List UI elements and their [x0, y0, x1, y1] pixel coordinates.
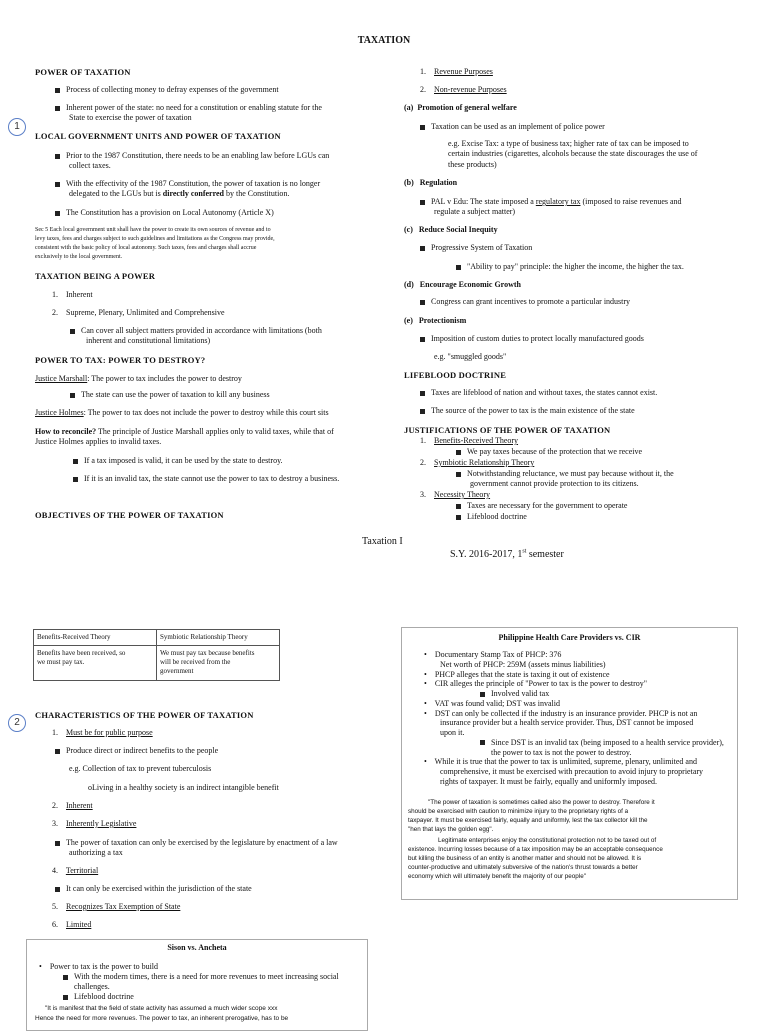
list-item: Prior to the 1987 Constitution, there needs to be an enabling law before LGUs can [55, 151, 329, 161]
bullet-square-icon [70, 393, 75, 398]
list-item: 3. Inherently Legislative [52, 819, 137, 828]
list-item: With the modern times, there is a need for more revenues to meet increasing social [63, 972, 339, 982]
bullet-square-icon [456, 265, 461, 270]
list-item-continued: Net worth of PHCP: 259M (assets minus liabilities) [440, 659, 606, 669]
lifeblood-heading: LIFEBLOOD DOCTRINE [404, 370, 507, 380]
list-item: Since DST is an invalid tax (being imposed to a health service provider), [424, 738, 724, 748]
list-item: • CIR alleges the principle of "Power to tax is the power to destroy" [424, 679, 648, 689]
bullet-square-icon [420, 337, 425, 342]
bullet-square-icon [73, 477, 78, 482]
justifications-heading: JUSTIFICATIONS OF THE POWER OF TAXATION [404, 425, 611, 435]
bullet-square-icon [456, 450, 461, 455]
list-item: Imposition of custom duties to protect locally manufactured goods [420, 334, 644, 344]
list-item: Taxes are necessary for the government to operate [456, 501, 627, 511]
list-item-continued: upon it. [440, 728, 465, 737]
phcp-cir-box [401, 627, 738, 900]
marshall-line: Justice Marshall: The power to tax includes the power to destroy [35, 374, 242, 383]
list-item: • Power to tax is the power to build [39, 962, 159, 971]
list-item: Progressive System of Taxation [420, 243, 532, 253]
bullet-square-icon [456, 504, 461, 509]
list-item: • DST can only be collected if the industry is an insurance provider. PHCP is not an [424, 708, 698, 718]
list-item-continued: State to exercise the power of taxation [69, 113, 192, 122]
page-title: TAXATION [357, 35, 411, 46]
list-item-example: e.g. Collection of tax to prevent tuberculosis [69, 764, 212, 773]
list-item: 2. Inherent [52, 801, 93, 810]
bullet-square-icon [55, 887, 60, 892]
list-item-continued: collect taxes. [69, 161, 111, 170]
bullet-square-icon [55, 211, 60, 216]
objective-a-example: e.g. Excise Tax: a type of business tax; higher rate of tax can be imposed to certain industries (cigarettes, alcohols because the state discourages the use of these products) [448, 139, 698, 169]
power-to-destroy-heading: POWER TO TAX: POWER TO DESTROY? [35, 355, 206, 365]
case-title: Sison vs. Ancheta [167, 943, 227, 952]
list-item: Lifeblood doctrine [63, 992, 134, 1002]
bullet-square-icon [456, 515, 461, 520]
table-row [34, 630, 280, 646]
table-row [34, 646, 280, 681]
theory-comparison-table [33, 629, 280, 681]
bullet-square-icon [480, 740, 485, 745]
section-marker-1[interactable]: 1 [8, 118, 26, 136]
list-item: Involved valid tax [424, 689, 724, 699]
case-bullets [424, 650, 724, 787]
list-item-continued: insurance provider but a health service provider. Thus, DST cannot be imposed [440, 718, 694, 728]
list-item: 1. Must be for public purpose [52, 728, 153, 737]
lgu-heading: LOCAL GOVERNMENT UNITS AND POWER OF TAXATION [35, 131, 281, 141]
list-item: 5. Recognizes Tax Exemption of State [52, 902, 181, 911]
bullet-square-icon [420, 300, 425, 305]
list-item: The power of taxation can only be exercised by the legislature by enactment of a law [55, 838, 338, 848]
bullet-square-icon [70, 329, 75, 334]
list-item: Notwithstanding reluctance, we must pay because without it, the [456, 469, 732, 479]
list-item: Process of collecting money to defray expenses of the government [55, 85, 279, 95]
list-item: 6. Limited [52, 920, 92, 929]
list-item: • VAT was found valid; DST was invalid [424, 698, 560, 708]
bullet-square-icon [480, 692, 485, 697]
objective-a: (a) Promotion of general welfare [404, 103, 517, 112]
bullet-square-icon [73, 459, 78, 464]
list-item: 2. Non-revenue Purposes [420, 85, 507, 94]
bullet-square-icon [420, 391, 425, 396]
reconcile-line-2: Justice Holmes applies to invalid taxes. [35, 437, 162, 446]
school-year: S.Y. 2016-2017, 1st semester [450, 548, 564, 560]
list-item: If a tax imposed is valid, it can be used by the state to destroy. [73, 456, 283, 466]
list-item-sub: oLiving in a healthy society is an indirect intangible benefit [88, 783, 279, 792]
course-name: Taxation I [362, 536, 403, 547]
list-item: "Ability to pay" principle: the higher the income, the higher the tax. [456, 262, 684, 272]
list-item-continued: challenges. [74, 982, 110, 991]
list-item: 2. Supreme, Plenary, Unlimited and Comprehensive [52, 308, 225, 317]
sec5-quote: Sec 5 Each local government unit shall have the power to create its own sources of revenue and to levy taxes, fees and charges subject to such guidelines and limitations as the Congress may provide, consistent with the basic policy of local autonomy. Such taxes, fees and charges shall accrue exclusively to the local government. [35, 227, 275, 260]
list-item: 2. Symbiotic Relationship Theory [420, 458, 535, 467]
list-item: With the effectivity of the 1987 Constitution, the power of taxation is no longer [55, 179, 320, 189]
list-item-continued: regulate a subject matter) [434, 207, 516, 216]
power-of-taxation-heading: POWER OF TAXATION [35, 67, 131, 77]
table-cell: Benefits have been received, so we must pay tax. [34, 646, 157, 681]
bullet-square-icon [63, 995, 68, 1000]
list-item: If it is an invalid tax, the state cannot use the power to tax to destroy a business. [73, 474, 339, 484]
bullet-square-icon [420, 409, 425, 414]
list-item: Taxes are lifeblood of nation and without taxes, the states cannot exist. [420, 388, 657, 398]
bullet-square-icon [420, 246, 425, 251]
list-item: • While it is true that the power to tax is unlimited, supreme, plenary, unlimited and [424, 757, 697, 767]
list-item: Produce direct or indirect benefits to the people [55, 746, 218, 756]
bullet-square-icon [55, 749, 60, 754]
objective-c: (c) Reduce Social Inequity [404, 225, 498, 234]
list-item: 1. Revenue Purposes [420, 67, 493, 76]
reconcile-line: How to reconcile? The principle of Justice Marshall applies only to valid taxes, while that of [35, 427, 334, 436]
list-item: The source of the power to tax is the main existence of the state [420, 406, 635, 416]
list-item: PAL v Edu: The state imposed a regulatory tax (imposed to raise revenues and [420, 197, 682, 207]
objective-d: (d) Encourage Economic Growth [404, 280, 521, 289]
bullet-square-icon [55, 106, 60, 111]
case-quote: "It is manifest that the field of state activity has assumed a much wider scope xxx Hence the need for more revenues. The power to tax, an inherent prerogative, has to be [35, 1005, 289, 1022]
objective-b: (b) Regulation [404, 178, 458, 187]
list-item: Congress can grant incentives to promote a particular industry [420, 297, 630, 307]
list-item-continued: rights of taxpayer. It must be fairly, equally and uniformly imposed. [440, 776, 657, 786]
list-item: Can cover all subject matters provided in accordance with limitations (both [70, 326, 322, 336]
list-item: 1. Benefits-Received Theory [420, 436, 519, 445]
bullet-square-icon [55, 88, 60, 93]
list-item: Inherent power of the state: no need for a constitution or enabling statute for the [55, 103, 322, 113]
objectives-heading: OBJECTIVES OF THE POWER OF TAXATION [35, 510, 224, 520]
case-quote: "The power of taxation is sometimes called also the power to destroy. Therefore it should be exercised with caution to minimize injury to the proprietary rights of a taxpayer. It must be exercised fairly, equally and uniformly, lest the tax collector kill the "hen that lays the golden egg". Legitimate enterprises enjoy the constitutional protection not to be taxed out of existence. Incurring losses because of a tax imposition may be an acceptable consequence but killing the business of an entity is another matter and should not be allowed. It is counter-productive and ultimately subversive of the nation's thrust towards a better economy which will ultimately benefit the majority of our people" [408, 799, 663, 880]
table-header: Symbiotic Relationship Theory [157, 630, 280, 646]
case-title: Philippine Health Care Providers vs. CIR [498, 633, 641, 642]
table-cell: We must pay tax because benefits will be received from the government [157, 646, 280, 681]
list-item-continued: the power to tax is not the power to destroy. [491, 747, 632, 757]
list-item: 3. Necessity Theory [420, 490, 491, 499]
objective-e-example: e.g. "smuggled goods" [434, 352, 507, 361]
list-item: Lifeblood doctrine [456, 512, 527, 522]
list-item-continued: comprehensive, it must be exercised with precaution to avoid injury to proprietary [440, 767, 704, 776]
list-item: • PHCP alleges that the state is taxing it out of existence [424, 669, 610, 679]
holmes-line: Justice Holmes: The power to tax does not include the power to destroy while this court sits [35, 408, 329, 417]
list-item: • Documentary Stamp Tax of PHCP: 376 [424, 650, 562, 659]
list-item-continued: delegated to the LGUs but is directly conferred by the Constitution. [69, 189, 290, 198]
bullet-square-icon [456, 472, 461, 477]
list-item: 4. Territorial [52, 866, 99, 875]
list-item: We pay taxes because of the protection that we receive [456, 447, 642, 457]
list-item-continued: inherent and constitutional limitations) [86, 336, 211, 345]
section-marker-2[interactable]: 2 [8, 714, 26, 732]
bullet-square-icon [420, 125, 425, 130]
list-item-continued: authorizing a tax [69, 848, 123, 857]
bullet-square-icon [55, 182, 60, 187]
list-item: 1. Inherent [52, 290, 93, 299]
objective-e: (e) Protectionism [404, 316, 467, 325]
list-item-continued: government cannot provide protection to its citizens. [470, 479, 639, 488]
bullet-square-icon [420, 200, 425, 205]
characteristics-heading: CHARACTERISTICS OF THE POWER OF TAXATION [35, 710, 254, 720]
list-item: The state can use the power of taxation to kill any business [70, 390, 270, 400]
bullet-square-icon [63, 975, 68, 980]
taxation-being-power-heading: TAXATION BEING A POWER [35, 271, 156, 281]
sison-ancheta-box [26, 939, 368, 1031]
list-item: It can only be exercised within the jurisdiction of the state [55, 884, 252, 894]
list-item: Taxation can be used as an implement of police power [420, 122, 605, 132]
bullet-square-icon [55, 154, 60, 159]
table-header: Benefits-Received Theory [34, 630, 157, 646]
list-item: The Constitution has a provision on Local Autonomy (Article X) [55, 208, 274, 218]
bullet-square-icon [55, 841, 60, 846]
